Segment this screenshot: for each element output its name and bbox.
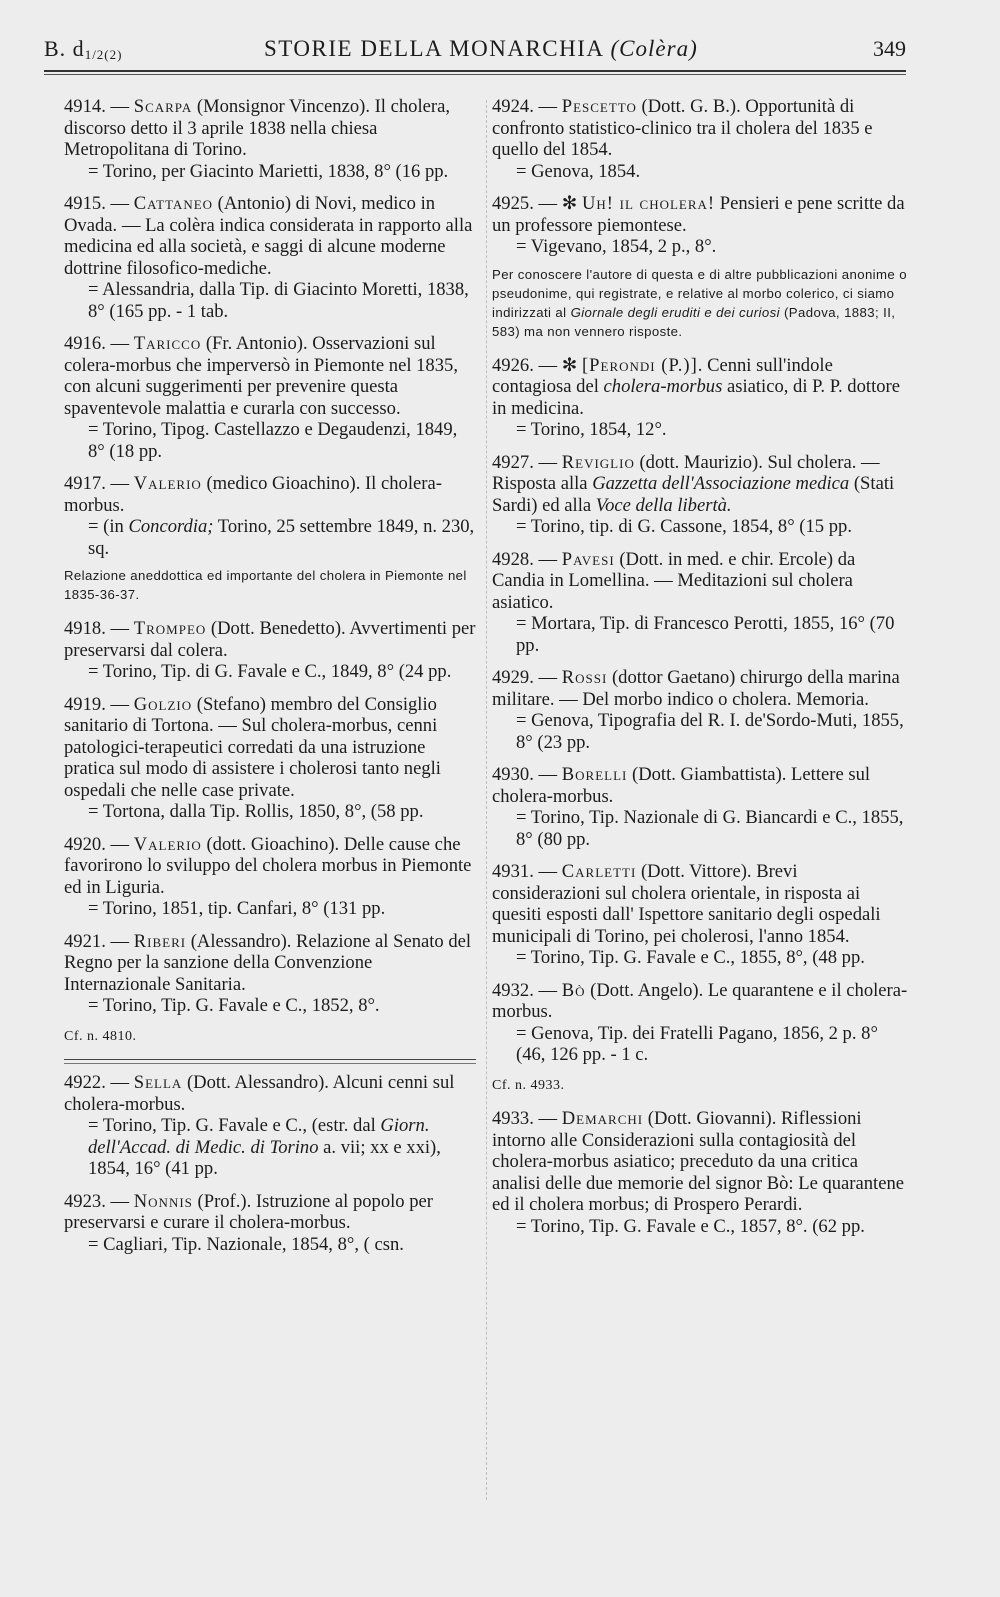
entry-4927: 4927. — Reviglio (dott. Maurizio). Sul cholera. — Risposta alla Gazzetta dell'Associazione medica (Stati Sardi) ed alla Voce della libertà. = Torino, tip. di G. Cassone, 1854, 8° (15 pp. [492, 452, 910, 538]
running-title: STORIE DELLA MONARCHIA (Colèra) [264, 36, 698, 61]
entry-4916: 4916. — Taricco (Fr. Antonio). Osservazioni sul colera-morbus che imperversò in Piemonte nel 1835, con alcuni suggerimenti per prevenire questa spaventevole malattia e curarla con successo. = Torino, Tipog. Castellazzo e Degaudenzi, 1849, 8° (18 pp. [64, 333, 476, 462]
imprint: = Torino, Tip. Nazionale di G. Biancardi e C., 1855, 8° (80 pp. [516, 807, 904, 850]
entry-4917: 4917. — Valerio (medico Gioachino). Il cholera-morbus. = (in Concordia; Torino, 25 settembre 1849, n. 230, sq. [64, 473, 475, 559]
imprint: = Cagliari, Tip. Nazionale, 1854, 8°, ( csn. [88, 1233, 404, 1255]
left-column [64, 96, 476, 1266]
cross-reference: Cf. n. 4810. [64, 1028, 137, 1044]
imprint: = Genova, 1854. [516, 160, 641, 182]
imprint: = Torino, tip. di G. Cassone, 1854, 8° (15 pp. [516, 516, 852, 537]
entry-4922: 4922. — Sella (Dott. Alessandro). Alcuni cenni sul cholera-morbus. = Torino, Tip. G. Favale e C., (estr. dal Giorn. dell'Accad. di Medic. di Torino a. vii; xx e xxi), 1854, 16° (41 pp. [64, 1072, 476, 1180]
entry-4929: 4929. — Rossi (dottor Gaetano) chirurgo della marina militare. — Del morbo indico o cholera. Memoria. = Genova, Tipografia del R. I. de'Sordo-Muti, 1855, 8° (23 pp. [492, 667, 910, 753]
right-column [492, 96, 910, 1248]
imprint: = Alessandria, dalla Tip. di Giacinto Moretti, 1838, 8° (165 pp. - 1 tab. [88, 279, 469, 322]
column-divider [486, 100, 487, 1500]
entry-4920: 4920. — Valerio (dott. Gioachino). Delle cause che favorirono lo sviluppo del cholera morbus in Piemonte ed in Liguria. = Torino, 1851, tip. Canfari, 8° (131 pp. [64, 834, 476, 920]
imprint: = Torino, Tipog. Castellazzo e Degaudenzi, 1849, 8° (18 pp. [88, 419, 458, 462]
imprint: = Torino, Tip. G. Favale e C., 1857, 8°. (62 pp. [516, 1215, 865, 1237]
entry-4918: 4918. — Trompeo (Dott. Benedetto). Avvertimenti per preservarsi dal colera. = Torino, Tip. di G. Favale e C., 1849, 8° (24 pp. [64, 618, 476, 682]
imprint: = Tortona, dalla Tip. Rollis, 1850, 8°, (58 pp. [88, 801, 424, 822]
signature-mark: B. $d_{1/2(2)}$ [44, 36, 123, 62]
imprint: = Genova, Tipografia del R. I. de'Sordo-Muti, 1855, 8° (23 pp. [516, 710, 904, 753]
imprint: = Torino, 1851, tip. Canfari, 8° (131 pp. [88, 898, 386, 919]
imprint: = Vigevano, 1854, 2 p., 8°. [516, 236, 717, 257]
entry-4928: 4928. — Pavesi (Dott. in med. e chir. Ercole) da Candia in Lomellina. — Meditazioni sul cholera asiatico. = Mortara, Tip. di Francesco Perotti, 1855, 16° (70 pp. [492, 549, 910, 657]
imprint: = Torino, Tip. G. Favale e C., 1855, 8°, (48 pp. [516, 947, 865, 968]
page-number: 349 [873, 36, 906, 61]
imprint: = Mortara, Tip. di Francesco Perotti, 1855, 16° (70 pp. [516, 613, 895, 656]
imprint: = Torino, Tip. G. Favale e C., 1852, 8°. [88, 995, 380, 1016]
entry-4919: 4919. — Golzio (Stefano) membro del Consiglio sanitario di Tortona. — Sul cholera-morbus, cenni patologici-terapeutici corredati da una istruzione pratica sul modo di assistere i cholerosi tanto negli ospedali che nelle case private. = Tortona, dalla Tip. Rollis, 1850, 8°, (58 pp. [64, 694, 476, 823]
entry-4924: 4924. — Pescetto (Dott. G. B.). Opportunità di confronto statistico-clinico tra il cholera del 1835 e quello del 1854. = Genova, 1854. [492, 96, 910, 182]
entry-4923: 4923. — Nonnis (Prof.). Istruzione al popolo per preservarsi e curare il cholera-morbus. = Cagliari, Tip. Nazionale, 1854, 8°, ( csn. [64, 1191, 476, 1256]
running-header [44, 30, 906, 74]
entry-4914: 4914. — Scarpa (Monsignor Vincenzo). Il cholera, discorso detto il 3 aprile 1838 nella chiesa Metropolitana di Torino. = Torino, per Giacinto Marietti, 1838, 8° (16 pp. [64, 96, 476, 182]
entry-4921: 4921. — Riberi (Alessandro). Relazione al Senato del Regno per la sanzione della Convenzione Internazionale Sanitaria. = Torino, Tip. G. Favale e C., 1852, 8°. [64, 931, 476, 1017]
entry-note: Per conoscere l'autore di questa e di altre pubblicazioni anonime o pseudonime, qui registrate, e relative al morbo colerico, ci siamo indirizzati al Giornale degli eruditi e dei curiosi (Padova, 1883; II, 583) ma non vennero risposte. [492, 266, 907, 339]
imprint: = Torino, Tip. di G. Favale e C., 1849, 8° (24 pp. [88, 661, 452, 682]
entry-4930: 4930. — Borelli (Dott. Giambattista). Lettere sul cholera-morbus. = Torino, Tip. Nazionale di G. Biancardi e C., 1855, 8° (80 pp. [492, 764, 910, 850]
imprint: = Torino, per Giacinto Marietti, 1838, 8° (16 pp. [88, 160, 449, 182]
entry-4925: 4925. — ✻ Uh! il cholera! Pensieri e pene scritte da un professore piemontese. = Vigevano, 1854, 2 p., 8°. [492, 193, 910, 258]
entry-4915: 4915. — Cattaneo (Antonio) di Novi, medico in Ovada. — La colèra indica considerata in rapporto alla medicina ed alla società, e saggi di alcune moderne dottrine filosofico-mediche. = Alessandria, dalla Tip. di Giacinto Moretti, 1838, 8° (165 pp. - 1 tab. [64, 193, 476, 322]
entry-4931: 4931. — Carletti (Dott. Vittore). Brevi considerazioni sul cholera orientale, in risposta ai quesiti esposti dall' Ispettore sanitario degli ospedali municipali di Torino, pei cholerosi, l'anno 1854. = Torino, Tip. G. Favale e C., 1855, 8°, (48 pp. [492, 861, 910, 969]
imprint: = Torino, 1854, 12°. [516, 419, 667, 440]
imprint: = (in Concordia; Torino, 25 settembre 1849, n. 230, sq. [88, 516, 475, 559]
entry-4926: 4926. — ✻ [Perondi (P.)]. Cenni sull'indole contagiosa del cholera-morbus asiatico, di P. P. dottore in medicina. = Torino, 1854, 12°. [492, 355, 910, 441]
imprint: = Genova, Tip. dei Fratelli Pagano, 1856, 2 p. 8° (46, 126 pp. - 1 c. [516, 1022, 878, 1065]
section-separator [64, 1059, 476, 1060]
entry-4933: 4933. — Demarchi (Dott. Giovanni). Riflessioni intorno alle Considerazioni sulla contagiosità del cholera-morbus asiatico; preceduto da una critica analisi delle due memorie del signor Bò: Le quarantene ed il cholera morbus; di Prospero Perardi. = Torino, Tip. G. Favale e C., 1857, 8°. (62 pp. [492, 1108, 910, 1237]
entry-4932: 4932. — Bò (Dott. Angelo). Le quarantene e il cholera-morbus. = Genova, Tip. dei Fratelli Pagano, 1856, 2 p. 8° (46, 126 pp. - 1 c. [492, 980, 910, 1066]
entry-note: Relazione aneddottica ed importante del cholera in Piemonte nel 1835-36-37. [64, 568, 467, 602]
cross-reference: Cf. n. 4933. [492, 1077, 565, 1093]
header-rule [44, 70, 906, 72]
header-rule-thin [44, 74, 906, 75]
imprint: = Torino, Tip. G. Favale e C., (estr. dal Giorn. dell'Accad. di Medic. di Torino a. vii; xx e xxi), 1854, 16° (41 pp. [88, 1115, 441, 1179]
